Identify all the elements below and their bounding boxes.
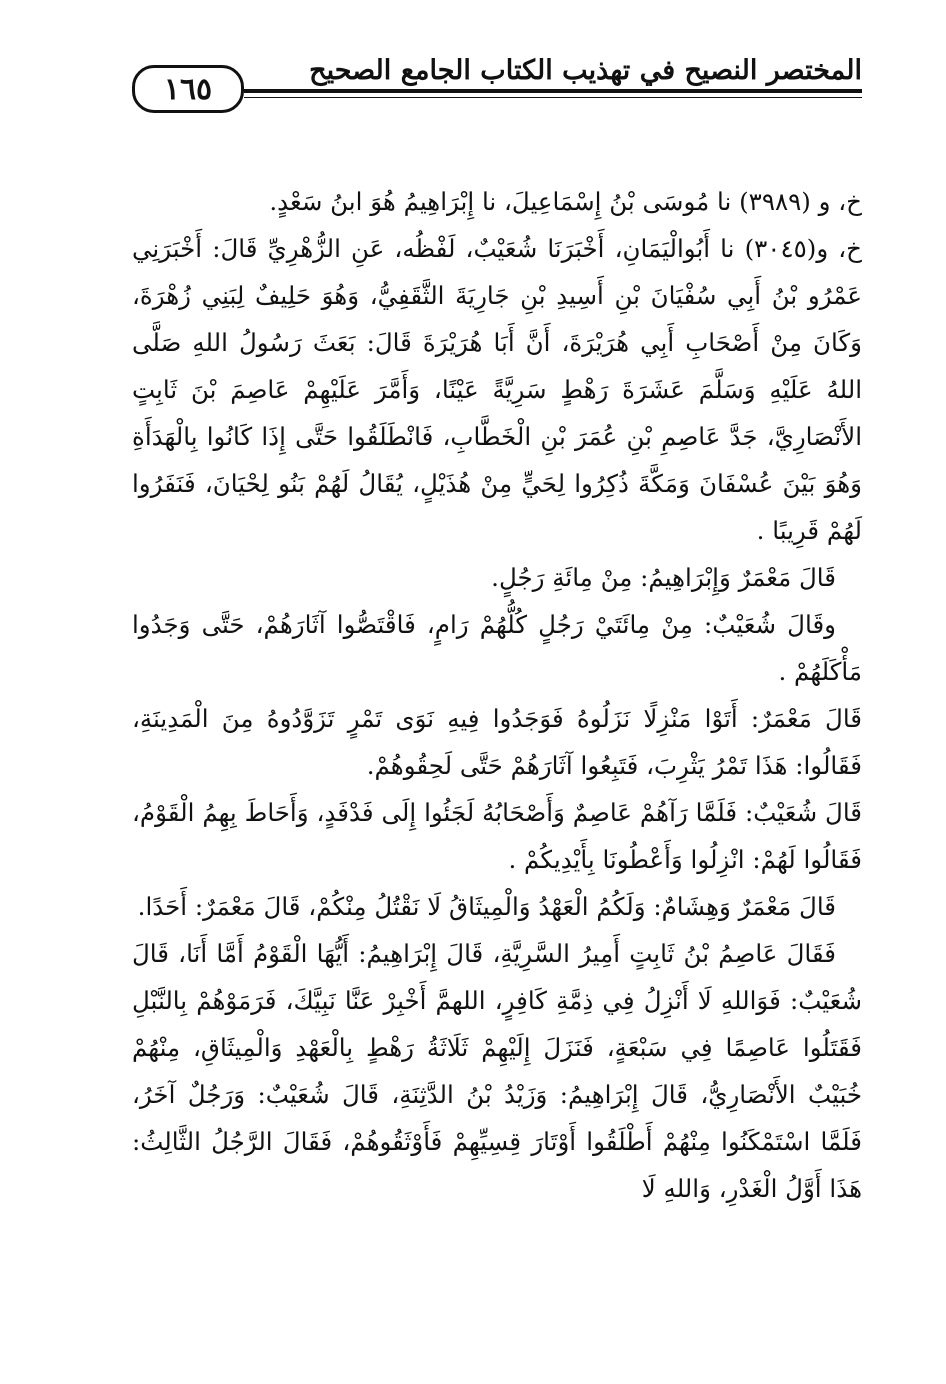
paragraph-asim: فَقَالَ عَاصِمُ بْنُ ثَابِتٍ أَمِيرُ السَّرِيَّةِ، قَالَ إِبْرَاهِيمُ: أَيُّهَا الْقَوْمُ أَمَّا أَنَا، قَالَ شُعَيْبٌ: فَوَاللهِ لَا أَنْزِلُ فِي ذِمَّةِ كَافِرٍ، اللهمَّ أَخْبِرْ عَنَّا نَبِيَّكَ، فَرَمَوْهُمْ بِالنَّبْلِ فَقَتَلُوا عَاصِمًا فِي سَبْعَةٍ، فَنَزَلَ إِلَيْهِمْ ثَلَاثَةُ رَهْطٍ بِالْعَهْدِ وَالْمِيثَاقِ، مِنْهُمْ خُبَيْبٌ الأَنْصَارِيُّ، قَالَ إِبْرَاهِيمُ: وَزَيْدُ بْنُ الدَّثِنَةِ، قَالَ شُعَيْبٌ: وَرَجُلٌ آخَرُ، فَلَمَّا اسْتَمْكَنُوا مِنْهُمْ أَطْلَقُوا أَوْتَارَ قِسِيِّهِمْ فَأَوْثَقُوهُمْ، فَقَالَ الرَّجُلُ الثَّالِثُ: هَذَا أَوَّلُ الْغَدْرِ، وَاللهِ لَا <box>132 939 862 1203</box>
paragraph-shuayb-1: وقَالَ شُعَيْبٌ: مِنْ مِائَتَيْ رَجُلٍ كُلُّهُمْ رَامٍ، فَاقْتَصُّوا آثَارَهُمْ، حَتَّى وَجَدُوا مَأْكَلَهُمْ . <box>132 610 862 686</box>
header-title: المختصر النصيح في تهذيب الكتاب الجامع الصحيح <box>309 55 862 86</box>
page-number: ١٦٥ <box>132 65 244 113</box>
paragraph-mamar-1: قَالَ مَعْمَرٌ: أَتَوْا مَنْزِلًا نَزَلُوهُ فَوَجَدُوا فِيهِ نَوَى تَمْرٍ تَزَوَّدُوهُ مِنَ الْمَدِينَةِ، فَقَالُوا: هَذَا تَمْرُ يَثْرِبَ، فَتَبِعُوا آثَارَهُمْ حَتَّى لَحِقُوهُمْ. <box>132 704 862 780</box>
header-rule-thin <box>244 97 862 98</box>
page-body <box>132 178 862 1212</box>
running-header <box>132 55 862 115</box>
paragraph-mamar-ibrahim: قَالَ مَعْمَرٌ وَإِبْرَاهِيمُ: مِنْ مِائَةِ رَجُلٍ. <box>491 563 836 592</box>
paragraph-chain-2: خ، و(٣٠٤٥) نا أَبُوالْيَمَانِ، أَخْبَرَنَا شُعَيْبٌ، لَفْظُه، عَنِ الزُّهْرِيِّ قَالَ: أَخْبَرَنِي عَمْرُو بْنُ أَبِي سُفْيَانَ بْنِ أَسِيدِ بْنِ جَارِيَةَ الثَّقَفِيُّ، وَهُوَ حَلِيفٌ لِبَنِي زُهْرَةَ، وَكَانَ مِنْ أَصْحَابِ أَبِي هُرَيْرَةَ، أَنَّ أَبَا هُرَيْرَةَ قَالَ: بَعَثَ رَسُولُ اللهِ صَلَّى اللهُ عَلَيْهِ وَسَلَّمَ عَشَرَةَ رَهْطٍ سَرِيَّةً عَيْنًا، وَأَمَّرَ عَلَيْهِمْ عَاصِمَ بْنَ ثَابِتٍ الأَنْصَارِيَّ، جَدَّ عَاصِمِ بْنِ عُمَرَ بْنِ الْخَطَّابِ، فَانْطَلَقُوا حَتَّى إِذَا كَانُوا بِالْهَدَأَةِ وَهُوَ بَيْنَ عُسْفَانَ وَمَكَّةَ ذُكِرُوا لِحَيٍّ مِنْ هُذَيْلٍ، يُقَالُ لَهُمْ بَنُو لِحْيَانَ، فَنَفَرُوا لَهُمْ قَرِيبًا . <box>132 234 862 545</box>
paragraph-chain-1: خ، و (٣٩٨٩) نا مُوسَى بْنُ إِسْمَاعِيلَ، نا إِبْرَاهِيمُ هُوَ ابنُ سَعْدٍ. <box>269 187 862 216</box>
paragraph-shuayb-2: قَالَ شُعَيْبٌ: فَلَمَّا رَآهُمْ عَاصِمٌ وَأَصْحَابُهُ لَجَئُوا إِلَى فَدْفَدٍ، وَأَحَاطَ بِهِمُ الْقَوْمُ، فَقَالُوا لَهُمْ: انْزِلُوا وَأَعْطُونَا بِأَيْدِيكُمْ . <box>132 798 862 874</box>
paragraph-mamar-hisham: قَالَ مَعْمَرٌ وَهِشَامٌ: وَلَكُمُ الْعَهْدُ وَالْمِيثَاقُ لَا نَقْتُلُ مِنْكُمْ، قَالَ مَعْمَرٌ: أَحَدًا. <box>137 892 836 921</box>
header-rule <box>244 89 862 93</box>
